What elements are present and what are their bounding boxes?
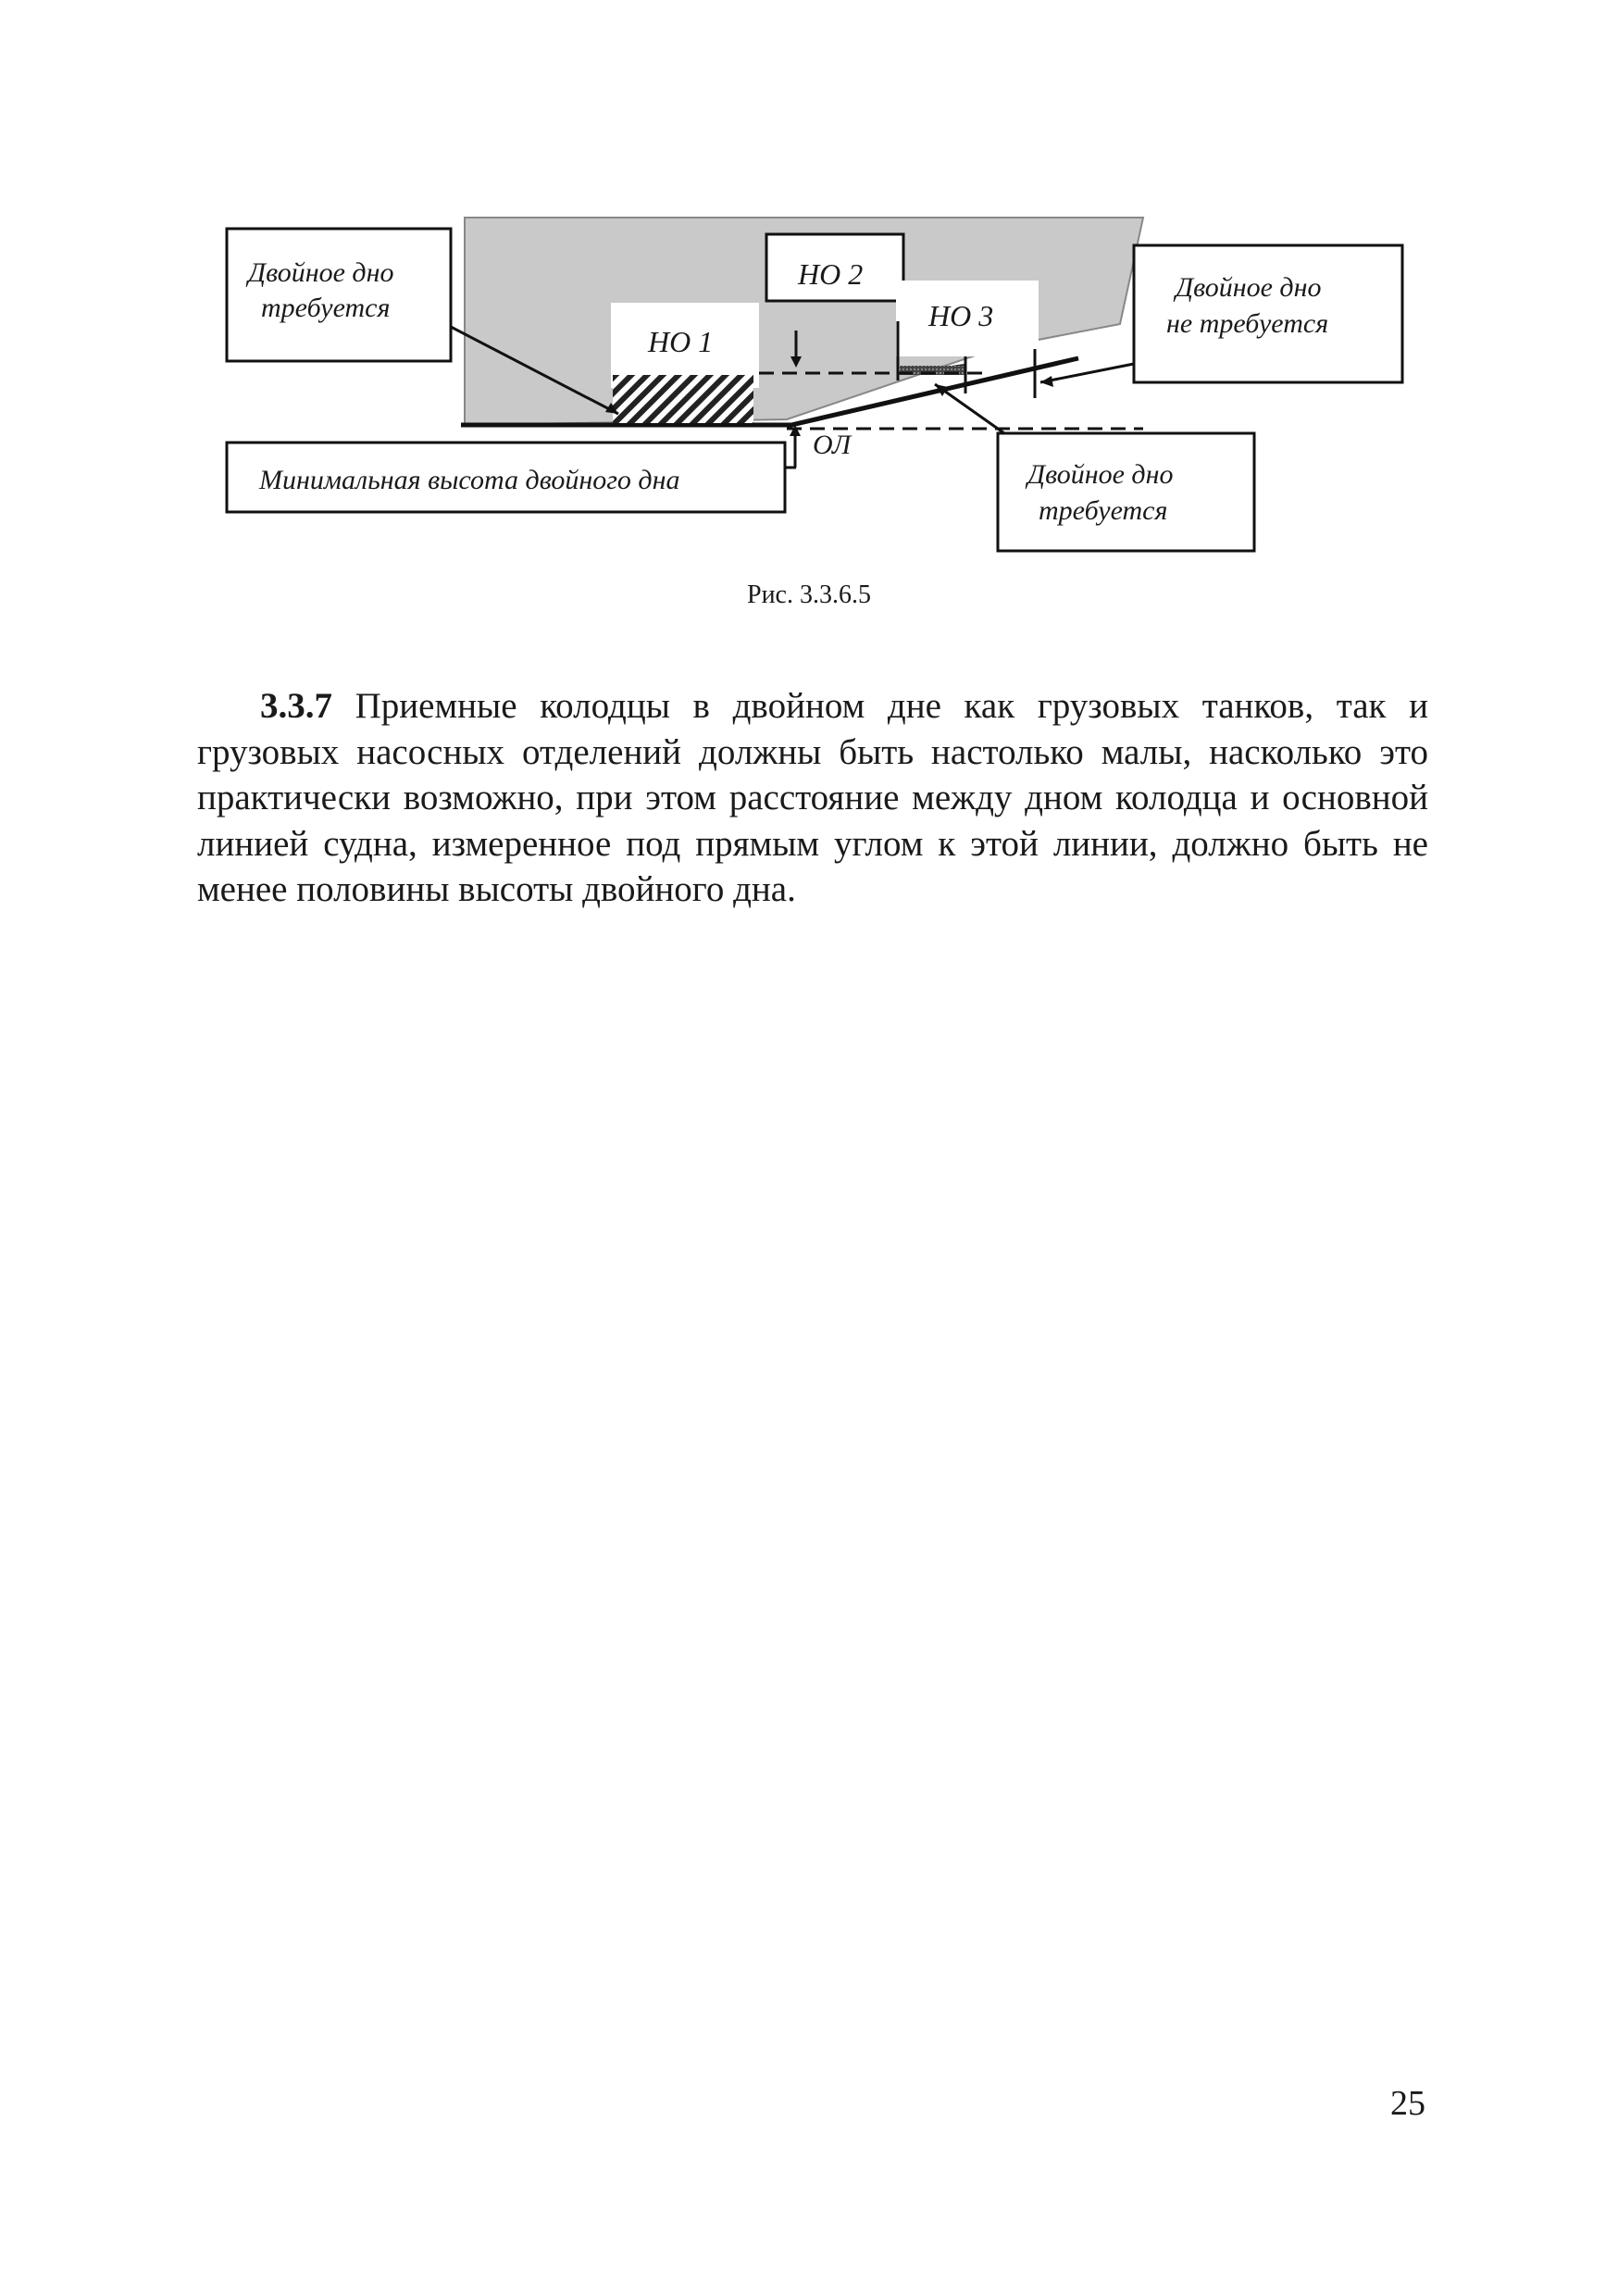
pointer-right-arrowhead: [1040, 376, 1053, 387]
label-ho1: НО 1: [648, 325, 714, 358]
callout-left-line2: требуется: [261, 293, 391, 323]
label-ho3: НО 3: [928, 299, 994, 332]
paragraph-number: 3.3.7: [260, 686, 332, 726]
callout-left-line1: Двойное дно: [248, 257, 394, 288]
figure-caption: Рис. 3.3.6.5: [747, 580, 871, 609]
tank-ho1-hatched-bottom: [613, 375, 753, 423]
paragraph-text: Приемные колодцы в двойном дне как грузовых танков, так и грузовых насосных отделений должны быть настолько малы, насколько это практически возможно, при этом расстояние между дном колодца и основной линией судна, измеренное под прямым углом к этой линии, должно быть не менее половины высоты двойного дна.: [197, 686, 1428, 909]
pointer-bottom-right-callout: [935, 384, 1004, 433]
callout-right-line1: Двойное дно: [1176, 272, 1322, 303]
callout-bottom-right-line2: требуется: [1039, 495, 1168, 526]
label-ho2: НО 2: [798, 257, 864, 291]
pointer-right-callout: [1040, 364, 1134, 382]
label-ol: ОЛ: [813, 430, 852, 460]
figure-double-bottom-diagram: [213, 208, 1416, 565]
page-number: 25: [1390, 2084, 1425, 2123]
callout-right-line2: не требуется: [1166, 308, 1329, 339]
callout-bottom-right-box: [998, 433, 1254, 551]
callout-min-height-text: Минимальная высота двойного дна: [259, 465, 680, 495]
paragraph-3-3-7: [197, 683, 1428, 913]
callout-bottom-right-line1: Двойное дно: [1027, 459, 1174, 490]
